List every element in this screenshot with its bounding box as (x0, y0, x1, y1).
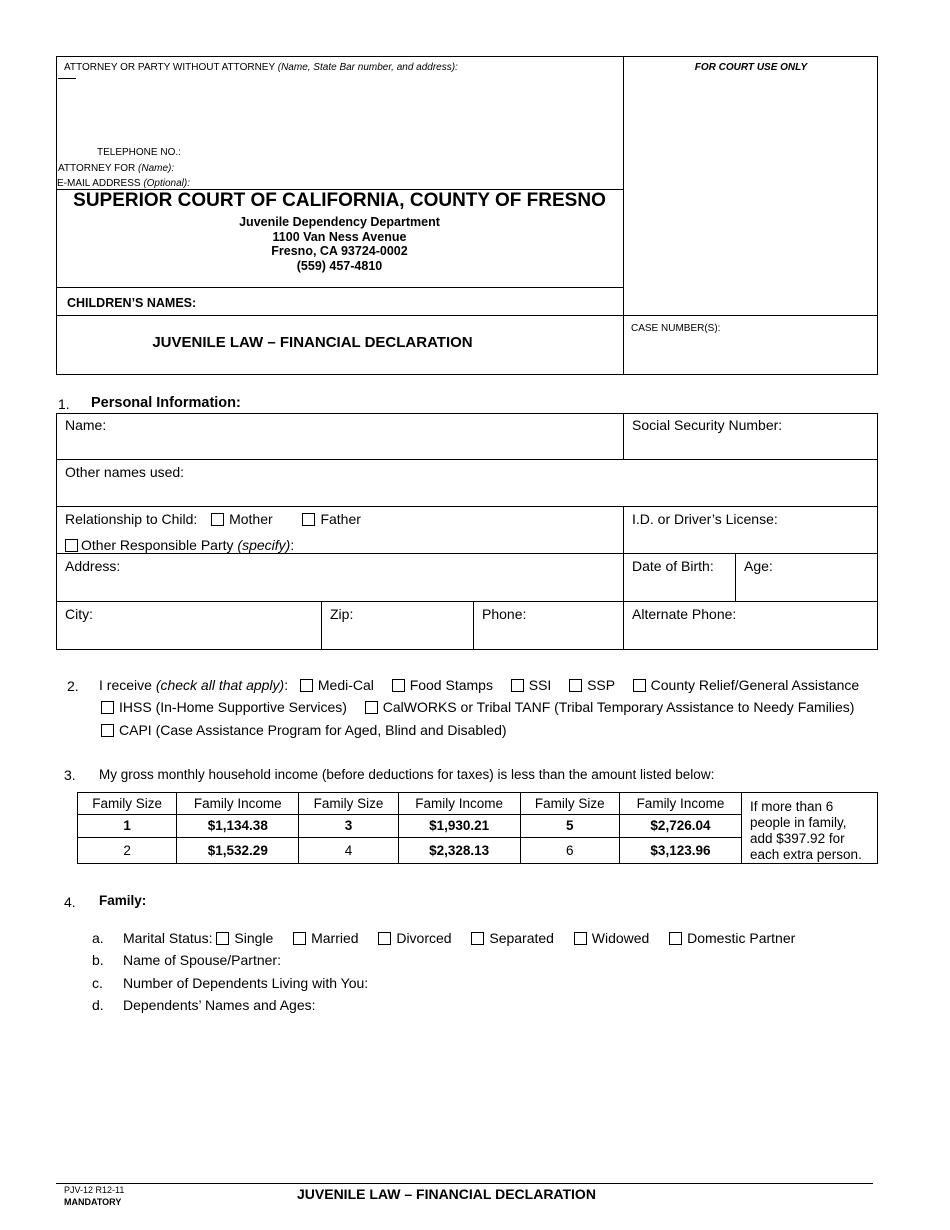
relationship-label: Relationship to Child: (65, 511, 198, 527)
item-c-letter: c. (92, 975, 103, 991)
city-label: City: (65, 606, 93, 622)
address-label: Address: (65, 558, 121, 574)
id-field[interactable] (628, 528, 874, 550)
domestic-partner-label: Domestic Partner (687, 930, 796, 946)
calworks-label: CalWORKS or Tribal TANF (Tribal Temporary Assistance to Needy Families) (382, 699, 855, 715)
name-field[interactable] (60, 434, 620, 456)
capi-checkbox[interactable] (101, 724, 114, 737)
email-label: E-MAIL ADDRESS (Optional): (57, 178, 191, 189)
other-party-label: Other Responsible Party (81, 537, 234, 553)
dependents-names-label: Dependents’ Names and Ages: (123, 997, 316, 1013)
col-divider (623, 413, 624, 459)
court-use-label: FOR COURT USE ONLY (694, 62, 808, 73)
medi-cal-checkbox[interactable] (300, 679, 313, 692)
dependents-names-field[interactable] (123, 1018, 865, 1158)
family-income-cell: $1,532.29 (177, 837, 299, 863)
row-divider (56, 601, 878, 602)
form-title: JUVENILE LAW – FINANCIAL DECLARATION (152, 334, 473, 351)
marital-status-row (123, 930, 795, 946)
court-phone: (559) 457-4810 (296, 258, 383, 273)
ssp-checkbox[interactable] (569, 679, 582, 692)
family-income-cell: $2,328.13 (398, 837, 520, 863)
caption-divider (623, 56, 624, 375)
phone-label: Phone: (482, 606, 527, 622)
alt-phone-label: Alternate Phone: (632, 606, 737, 622)
family-income-cell: $3,123.96 (619, 837, 741, 863)
footer-title: JUVENILE LAW – FINANCIAL DECLARATION (297, 1186, 596, 1202)
dependents-count-label: Number of Dependents Living with You: (123, 975, 369, 991)
col-header: Family Income (398, 793, 520, 815)
row-divider (56, 506, 878, 507)
section3-number: 3. (64, 767, 76, 783)
benefits-row-2 (101, 699, 854, 715)
income-header-row (78, 793, 878, 815)
separated-label: Separated (489, 930, 554, 946)
ssp-label: SSP (587, 677, 615, 693)
col-header: Family Size (299, 793, 398, 815)
married-label: Married (311, 930, 359, 946)
telephone-label: TELEPHONE NO.: (97, 147, 181, 158)
family-income-cell: $1,134.38 (177, 815, 299, 837)
row-divider (56, 459, 878, 460)
section1-number: 1. (58, 396, 70, 412)
section1-title: Personal Information: (91, 395, 241, 411)
footer-rule (56, 1183, 873, 1184)
section4-title: Family: (99, 893, 147, 908)
section2-number: 2. (67, 678, 79, 694)
single-label: Single (234, 930, 274, 946)
form-code: PJV-12 R12-11 (64, 1185, 125, 1195)
father-checkbox[interactable] (302, 513, 315, 526)
other-names-label: Other names used: (65, 464, 185, 480)
domestic-partner-checkbox[interactable] (669, 932, 682, 945)
marital-status-label: Marital Status: (123, 930, 213, 946)
county-relief-label: County Relief/General Assistance (650, 677, 860, 693)
divorced-checkbox[interactable] (378, 932, 391, 945)
zip-field[interactable] (325, 623, 470, 645)
dob-label: Date of Birth: (632, 558, 714, 574)
court-dept: Juvenile Dependency Department (239, 215, 440, 229)
alt-phone-field[interactable] (628, 623, 874, 645)
name-label: Name: (65, 417, 107, 433)
family-income-cell: $2,726.04 (619, 815, 741, 837)
family-size-cell: 5 (520, 815, 619, 837)
address-field[interactable] (60, 575, 620, 597)
family-size-cell: 4 (299, 837, 398, 863)
benefits-row-1: I receive (check all that apply): Medi-Cal Food Stamps SSI SSP County Relief/General Assistance (99, 677, 860, 693)
court-address (56, 215, 623, 273)
section4-number: 4. (64, 894, 76, 910)
income-table (77, 792, 878, 864)
col-header: Family Size (520, 793, 619, 815)
ihss-checkbox[interactable] (101, 701, 114, 714)
other-party-checkbox[interactable] (65, 539, 78, 552)
spouse-name-label: Name of Spouse/Partner: (123, 952, 281, 968)
food-stamps-label: Food Stamps (409, 677, 493, 693)
col-divider (623, 506, 624, 650)
dependents-count-field[interactable] (385, 973, 865, 993)
other-names-field[interactable] (60, 481, 874, 503)
city-field[interactable] (60, 623, 318, 645)
food-stamps-checkbox[interactable] (392, 679, 405, 692)
col-divider (473, 601, 474, 650)
court-city: Fresno, CA 93724-0002 (271, 244, 408, 258)
item-a-letter: a. (92, 930, 104, 946)
ssi-checkbox[interactable] (511, 679, 524, 692)
family-size-cell: 1 (78, 815, 177, 837)
medi-cal-label: Medi-Cal (317, 677, 374, 693)
col-divider (735, 553, 736, 601)
married-checkbox[interactable] (293, 932, 306, 945)
row-divider (56, 553, 878, 554)
mother-label: Mother (229, 511, 273, 527)
family-size-cell: 2 (78, 837, 177, 863)
ssi-label: SSI (528, 677, 552, 693)
ssn-field[interactable] (628, 434, 874, 456)
children-names-label: CHILDREN’S NAMES: (67, 296, 197, 310)
attorney-rule (58, 78, 76, 79)
col-header: Family Size (78, 793, 177, 815)
item-d-letter: d. (92, 997, 104, 1013)
separated-checkbox[interactable] (471, 932, 484, 945)
title-divider (56, 315, 878, 316)
id-label: I.D. or Driver’s License: (632, 511, 778, 527)
divorced-label: Divorced (396, 930, 452, 946)
attorney-field[interactable] (64, 82, 614, 142)
family-size-cell: 6 (520, 837, 619, 863)
single-checkbox[interactable] (216, 932, 229, 945)
phone-field[interactable] (477, 623, 620, 645)
county-relief-checkbox[interactable] (633, 679, 646, 692)
family-income-cell: $1,930.21 (398, 815, 520, 837)
benefits-row-3 (101, 722, 507, 738)
capi-label: CAPI (Case Assistance Program for Aged, Blind and Disabled) (119, 722, 507, 738)
col-divider (321, 601, 322, 650)
attorney-label: ATTORNEY OR PARTY WITHOUT ATTORNEY (Name, State Bar number, and address): (64, 62, 458, 73)
other-party-row: Other Responsible Party (specify): (65, 537, 294, 553)
father-label: Father (320, 511, 361, 527)
zip-label: Zip: (330, 606, 354, 622)
children-divider (56, 287, 623, 288)
dob-field[interactable] (628, 575, 732, 597)
court-name: SUPERIOR COURT OF CALIFORNIA, COUNTY OF FRESNO (73, 190, 606, 211)
item-b-letter: b. (92, 952, 104, 968)
case-number-field[interactable] (630, 338, 870, 368)
mandatory-label: MANDATORY (64, 1197, 122, 1207)
attorney-for-label: ATTORNEY FOR (Name): (58, 163, 175, 174)
age-label: Age: (744, 558, 773, 574)
ihss-label: IHSS (In-Home Supportive Services) (119, 699, 347, 715)
widowed-label: Widowed (591, 930, 650, 946)
relationship-row (65, 511, 361, 527)
age-field[interactable] (740, 575, 874, 597)
mother-checkbox[interactable] (211, 513, 224, 526)
col-header: Family Income (177, 793, 299, 815)
court-street: 1100 Van Ness Avenue (272, 229, 407, 244)
ssn-label: Social Security Number: (632, 417, 783, 433)
case-number-label: CASE NUMBER(S): (631, 323, 721, 334)
widowed-checkbox[interactable] (574, 932, 587, 945)
col-header: Family Income (619, 793, 741, 815)
calworks-checkbox[interactable] (365, 701, 378, 714)
income-statement: My gross monthly household income (before deductions for taxes) is less than the amount listed below: (99, 767, 715, 782)
extra-person-note: If more than 6 people in family, add $397.92 for each extra person. (742, 793, 878, 864)
family-size-cell: 3 (299, 815, 398, 837)
spouse-name-field[interactable] (285, 950, 865, 970)
